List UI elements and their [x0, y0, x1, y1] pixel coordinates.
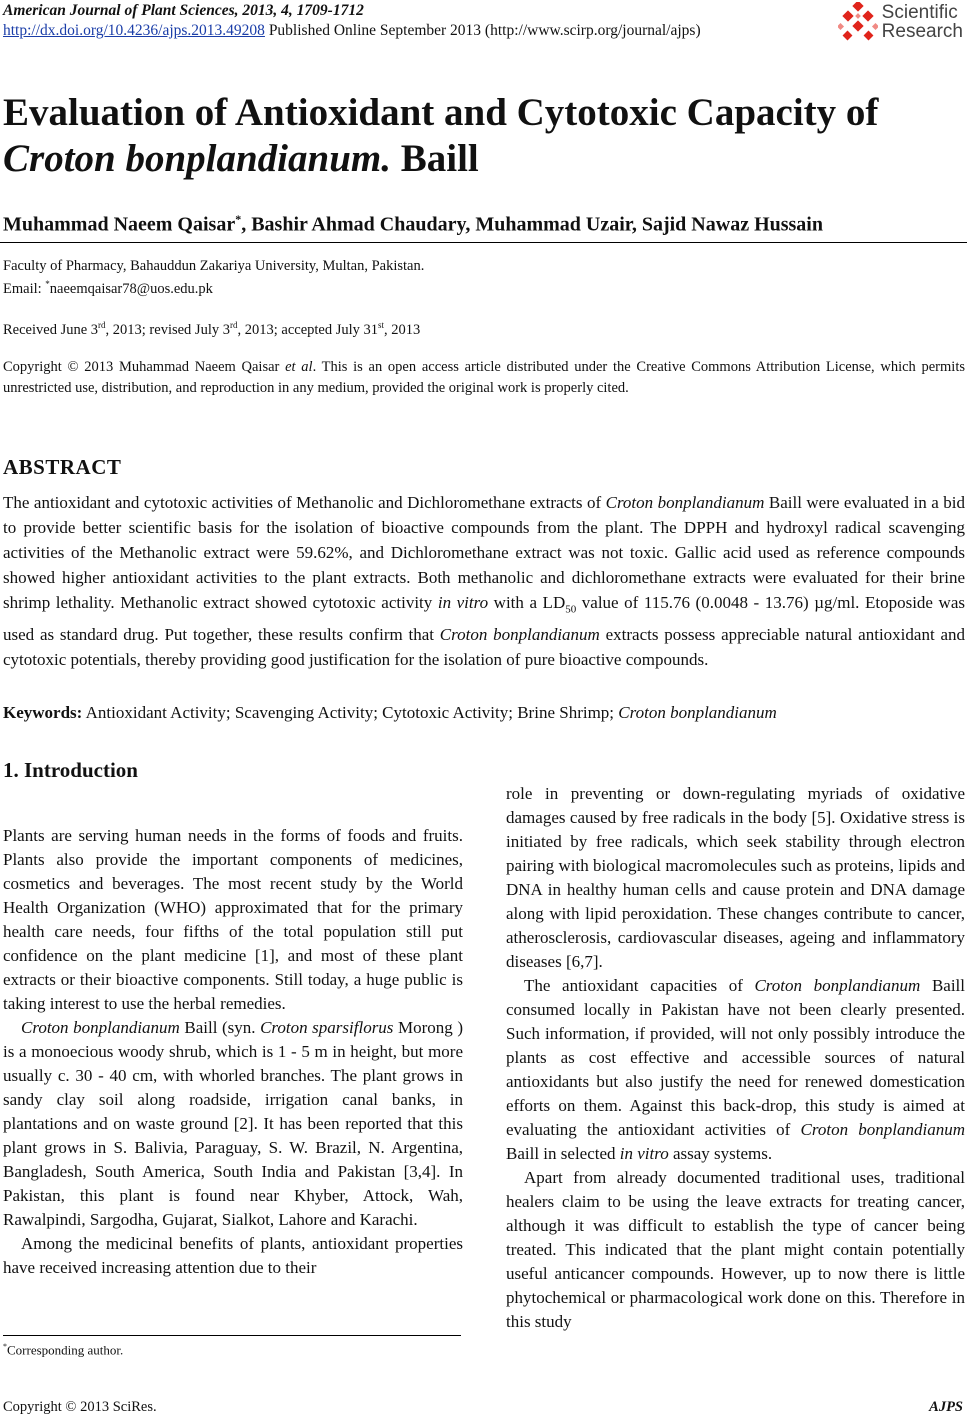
footnote-text: Corresponding author. [7, 1342, 124, 1358]
intro-species-4: Croton bonplandianum [800, 1120, 965, 1139]
other-authors: , Bashir Ahmad Chaudary, Muhammad Uzair, Sajid Nawaz Hussain [241, 213, 823, 236]
journal-header [3, 1, 701, 41]
logo-line-2: Research [881, 21, 963, 42]
footer-copyright: Copyright © 2013 SciRes. [3, 1399, 157, 1415]
intro-text-5c: Baill in selected [506, 1144, 620, 1163]
keywords-label: Keywords: [3, 703, 83, 722]
title-rest: Baill [390, 137, 479, 180]
email-label: Email: [3, 280, 46, 297]
abstract-species-1: Croton bonplandianum [605, 493, 765, 512]
abstract-heading: ABSTRACT [3, 455, 122, 479]
intro-paragraph-5 [506, 974, 965, 1166]
accepted-date: , 2013; accepted July 31 [237, 321, 379, 338]
corresponding-mark: * [235, 212, 242, 226]
doi-line [3, 21, 701, 41]
accepted-sup: st [378, 320, 385, 330]
copyright-etal: et al [285, 359, 313, 375]
received-date: Received June 3 [3, 321, 99, 338]
doi-link[interactable]: http://dx.doi.org/10.4236/ajps.2013.49208 [3, 22, 265, 39]
intro-species-1: Croton bonplandianum [21, 1018, 180, 1037]
journal-citation: , 2013, 4, 1709-1712 [234, 2, 364, 19]
email-line [3, 274, 213, 299]
abstract-text-2: Baill were evaluated in a bid to provide better scientific basis for the isolation of bioactive compounds from the plant. The DPPH and hydroxyl radical scavenging activities of the Methanolic extract were 59.62%, and Dichloromethane extract was not toxic. Gallic acid used as reference compounds showed higher antioxidant activities to the plant extracts. Both methanolic and dichloromethane extracts were evaluated for their brine shrimp lethality. Methanolic extract showed cytotoxic activity [3, 493, 965, 612]
copyright-post: . This is an open access article distributed under the Creative Commons Attribution License, which permits unrestricted use, distribution, and reproduction in any medium, provided the original work is properly cited. [3, 359, 965, 396]
published-note: Published Online September 2013 (http://www.scirp.org/journal/ajps) [264, 22, 701, 39]
intro-invitro: in vitro [619, 1144, 669, 1163]
title-species: Croton bonplandianum. [3, 137, 391, 180]
scientific-research-logo-icon [838, 2, 878, 42]
article-dates [3, 315, 420, 340]
intro-paragraph-6: Apart from already documented traditional uses, traditional healers claim to be using the leave extracts for treating cancer, although it was difficult to establish the type of cancer being treated. This indicated that the plant might contain potentially useful anticancer compounds. However, up to now there is little phytochemical or pharmacological work done on this. Therefore in this study [506, 1168, 965, 1331]
intro-paragraph-2 [3, 1016, 463, 1232]
copyright-pre: Copyright © 2013 Muhammad Naeem Qaisar [3, 359, 286, 375]
abstract-species-2: Croton bonplandianum [439, 625, 600, 645]
title-line-1: Evaluation of Antioxidant and Cytotoxic Capacity of [3, 91, 879, 134]
abstract-text-5: extracts possess appreciable natural antioxidant and cytotoxic potentials, thereby providing good justification for the isolation of pure bioactive compounds. [3, 625, 965, 670]
article-title [3, 90, 963, 182]
abstract-text-3: with a LD [488, 593, 566, 612]
journal-name: American Journal of Plant Sciences [3, 2, 235, 19]
left-column [3, 824, 463, 1280]
right-column [506, 782, 965, 1334]
intro-paragraph-1: Plants are serving human needs in the forms of foods and fruits. Plants also provide the important components of medicines, cosmetics and beverages. The most recent study by the World Health Organization (WHO) approximated that for the primary health care needs, four fifths of the total population still put confidence on the plant medicine [1], and most of these plant extracts or their bioactive components. Still today, a huge public is taking interest to use the herbal remedies. [3, 826, 463, 1013]
footnote [3, 1342, 123, 1358]
footnote-divider [3, 1335, 461, 1336]
abstract-invitro: in vitro [437, 593, 489, 612]
journal-citation-line [3, 1, 701, 21]
keywords-species: Croton bonplandianum [618, 703, 777, 722]
revised-sup: rd [229, 320, 238, 330]
revised-date: , 2013; revised July 3 [105, 321, 230, 338]
intro-text-2a: Baill (syn. [179, 1018, 261, 1037]
received-sup: rd [98, 320, 106, 330]
abstract-body [3, 490, 965, 672]
keywords-list: Antioxidant Activity; Scavenging Activity; Cytotoxic Activity; Brine Shrimp; [82, 703, 619, 722]
intro-species-2: Croton sparsiflorus [260, 1018, 394, 1037]
logo-wordmark [882, 3, 963, 41]
keywords [3, 703, 965, 723]
logo-line-1: Scientific [881, 2, 958, 23]
intro-text-5b: Baill consumed locally in Pakistan have not been clearly presented. Such information, if provided, will not only possibly introduce the plants as cost effective and accessible sources of natural antioxidants but also justify the need for renewed domestication efforts on them. Against this back-drop, this study is aimed at evaluating the antioxidant activities of [506, 976, 965, 1139]
affiliation: Faculty of Pharmacy, Bahauddun Zakariya University, Multan, Pakistan. [3, 258, 425, 274]
footer-journal-abbrev: AJPS [929, 1399, 963, 1415]
ld50-subscript: 50 [565, 603, 577, 616]
email-address[interactable]: naeemqaisar78@uos.edu.pk [49, 280, 213, 297]
intro-paragraph-3: Among the medicinal benefits of plants, antioxidant properties have received increasing attention due to their [3, 1234, 463, 1277]
email-mark: * [45, 279, 50, 289]
intro-species-3: Croton bonplandianum [754, 976, 921, 995]
intro-paragraph-4: role in preventing or down-regulating myriads of oxidative damages caused by free radicals in the body [5]. Oxidative stress is initiated by free radicals, which seek stability through electron pairing with biological macromolecules such as proteins, lipids and DNA in healthy human cells and cause protein and DNA damage along with lipid peroxidation. These changes contribute to cancer, atherosclerosis, cardiovascular diseases, ageing and inflammatory diseases [6,7]. [506, 784, 965, 971]
author-list [3, 212, 823, 237]
abstract-text-4: value of 115.76 (0.0048 - 13.76) µg/ml. Etoposide was used as standard drug. Put together, these results confirm that [3, 593, 965, 645]
intro-text-2b: Morong ) is a monoecious woody shrub, which is 1 - 5 m in height, but more usually c. 30 - 40 cm, with whorled branches. The plant grows in sandy clay soil along roadside, irrigation canal banks, in plantations and on waste ground [2]. It has been reported that this plant grows in S. Balivia, Paraguay, S. W. Brazil, N. Argentina, Bangladesh, South America, South India and Pakistan [3,4]. In Pakistan, this plant is found near Khyber, Attock, Wah, Rawalpindi, Sargodha, Gujarat, Sialkot, Lahore and Karachi. [3, 1018, 463, 1229]
dates-year: , 2013 [384, 321, 421, 338]
author-divider [0, 242, 967, 243]
section-heading-introduction: 1. Introduction [3, 758, 138, 782]
abstract-text-1: The antioxidant and cytotoxic activities of Methanolic and Dichloromethane extracts of [3, 493, 606, 512]
first-author: Muhammad Naeem Qaisar [3, 213, 236, 236]
footnote-mark: * [3, 1342, 7, 1351]
intro-text-5d: assay systems. [668, 1144, 773, 1163]
intro-text-5a: The antioxidant capacities of [524, 976, 755, 995]
page-footer [3, 1399, 963, 1416]
publisher-logo [838, 2, 963, 42]
copyright-notice [3, 357, 965, 399]
